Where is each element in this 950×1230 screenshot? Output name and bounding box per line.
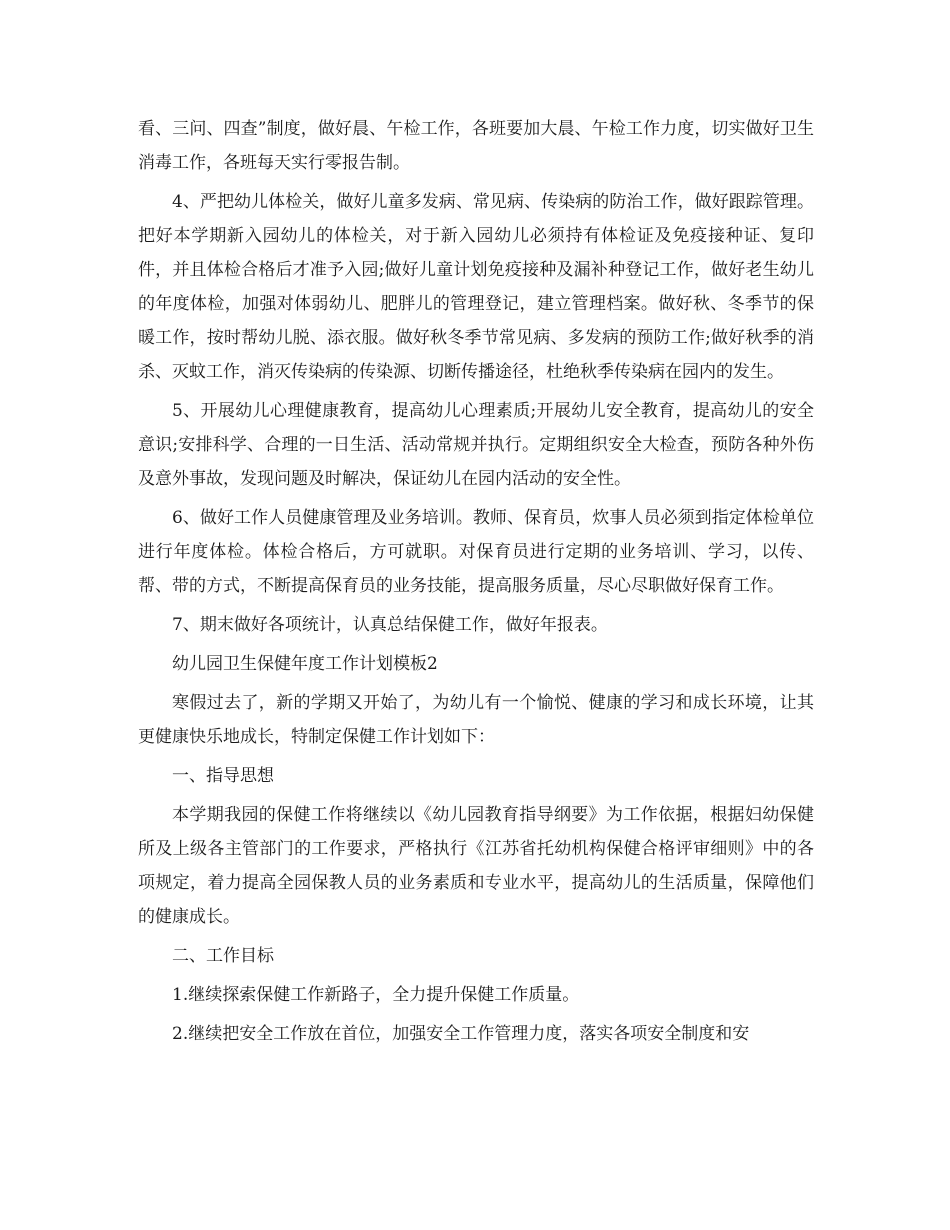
paragraph-intro: 寒假过去了，新的学期又开始了，为幼儿有一个愉悦、健康的学习和成长环境，让其更健康快乐地成长，特制定保健工作计划如下： — [138, 693, 814, 747]
paragraph-item-6: 6、做好工作人员健康管理及业务培训。教师、保育员，炊事人员必须到指定体检单位进行年度体检。体检合格后，方可就职。对保育员进行定期的业务培训、学习，以传、帮、带的方式，不断提高保育员的业务技能，提高服务质量，尽心尽职做好保育工作。 — [138, 508, 814, 596]
paragraph-item-4: 4、严把幼儿体检关，做好儿童多发病、常见病、传染病的防治工作，做好跟踪管理。把好本学期新入园幼儿的体检关，对于新入园幼儿必须持有体检证及免疫接种证、复印件，并且体检合格后才准予入园;做好儿童计划免疫接种及漏补种登记工作，做好老生幼儿的年度体检，加强对体弱幼儿、肥胖儿的管理登记，建立管理档案。做好秋、冬季节的保暖工作，按时帮幼儿脱、添衣服。做好秋冬季节常见病、多发病的预防工作;做好秋季的消杀、灭蚊工作，消灭传染病的传染源、切断传播途径，杜绝秋季传染病在园内的发生。 — [138, 192, 814, 382]
paragraph-guiding-thought: 本学期我园的保健工作将继续以《幼儿园教育指导纲要》为工作依据，根据妇幼保健所及上级各主管部门的工作要求，严格执行《江苏省托幼机构保健合格评审细则》中的各项规定，着力提高全园保教人员的业务素质和专业水平，提高幼儿的生活质量，保障他们的健康成长。 — [138, 805, 814, 927]
paragraph-item-7: 7、期末做好各项统计，认真总结保健工作，做好年报表。 — [172, 615, 608, 635]
heading-guiding-thought: 一、指导思想 — [172, 766, 274, 786]
paragraph-continuation: 看、三问、四查”制度，做好晨、午检工作，各班要加大晨、午检工作力度，切实做好卫生消毒工作，各班每天实行零报告制。 — [138, 119, 814, 173]
goal-item-2: 2.继续把安全工作放在首位，加强安全工作管理力度，落实各项安全制度和安 — [172, 1024, 750, 1044]
paragraph-item-5: 5、开展幼儿心理健康教育，提高幼儿心理素质;开展幼儿安全教育，提高幼儿的安全意识;安排科学、合理的一日生活、活动常规并执行。定期组织安全大检查，预防各种外伤及意外事故，发现问题及时解决，保证幼儿在园内活动的安全性。 — [138, 401, 814, 489]
heading-work-goals: 二、工作目标 — [172, 946, 274, 966]
goal-item-1: 1.继续探索保健工作新路子，全力提升保健工作质量。 — [172, 985, 580, 1005]
document-body — [138, 112, 814, 1056]
section-title: 幼儿园卫生保健年度工作计划模板2 — [172, 654, 438, 674]
